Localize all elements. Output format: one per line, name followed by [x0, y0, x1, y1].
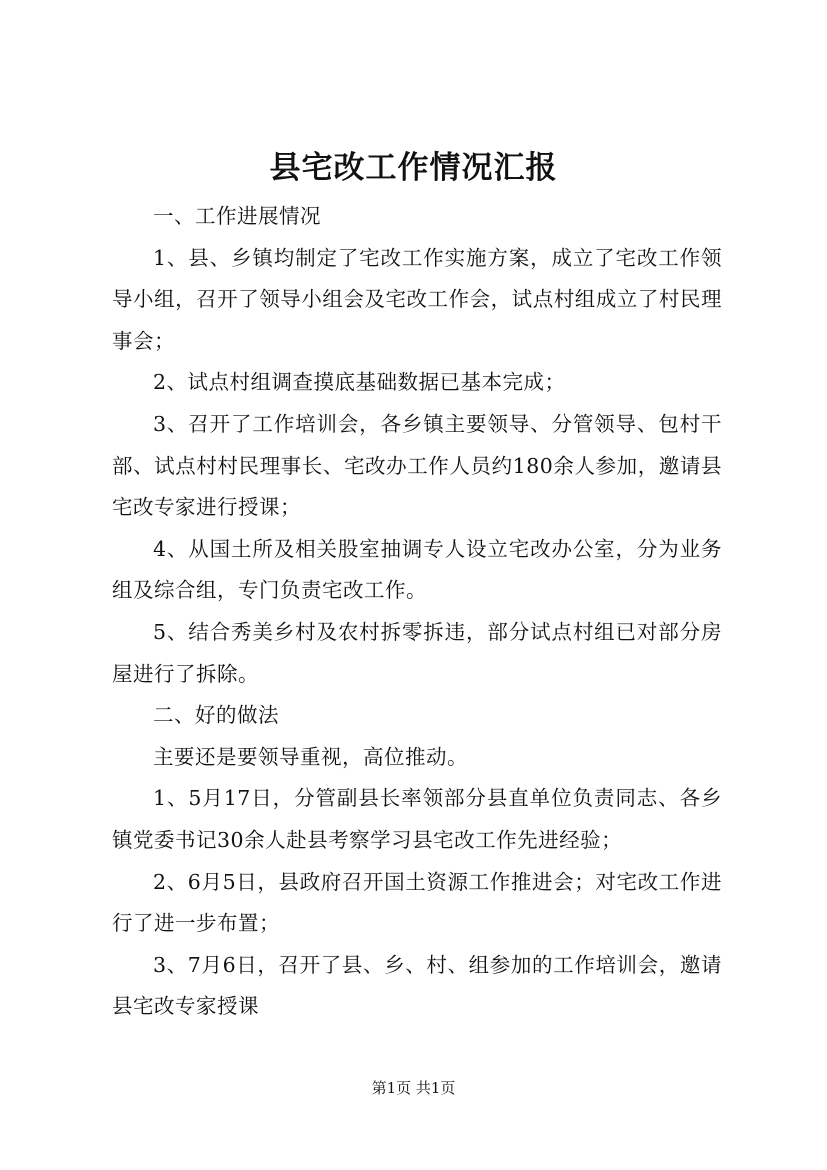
paragraph-item-2: 2、试点村组调查摸底基础数据已基本完成； [153, 370, 566, 395]
paragraph-item-4: 4、从国土所及相关股室抽调专人设立宅改办公室，分为业务组及综合组，专门负责宅改工作。 [112, 536, 722, 603]
section-heading-practices: 二、好的做法 [153, 703, 279, 728]
paragraph-practice-3: 3、7月6日，召开了县、乡、村、组参加的工作培训会，邀请县宅改专家授课 [112, 952, 722, 1019]
paragraph-practice-2: 2、6月5日，县政府召开国土资源工作推进会；对宅改工作进行了进一步布置； [112, 869, 722, 936]
paragraph-item-3: 3、召开了工作培训会，各乡镇主要领导、分管领导、包村干部、试点村村民理事长、宅改办工作人员约180余人参加，邀请县宅改专家进行授课； [112, 411, 722, 520]
paragraph-practice-1: 1、5月17日，分管副县长率领部分县直单位负责同志、各乡镇党委书记30余人赴县考察学习县宅改工作先进经验； [112, 786, 722, 852]
page-footer: 第1页 共1页 [371, 1079, 456, 1097]
section-heading-progress: 一、工作进展情况 [153, 204, 321, 228]
paragraph-item-5: 5、结合秀美乡村及农村拆零拆违，部分试点村组已对部分房屋进行了拆除。 [112, 619, 722, 686]
paragraph-summary: 主要还是要领导重视，高位推动。 [153, 744, 468, 769]
paragraph-item-1: 1、县、乡镇均制定了宅改工作实施方案，成立了宅改工作领导小组，召开了领导小组会及宅改工作会，试点村组成立了村民理事会； [112, 245, 722, 353]
document-body [112, 196, 722, 1028]
document-title: 县宅改工作情况汇报 [269, 150, 558, 186]
